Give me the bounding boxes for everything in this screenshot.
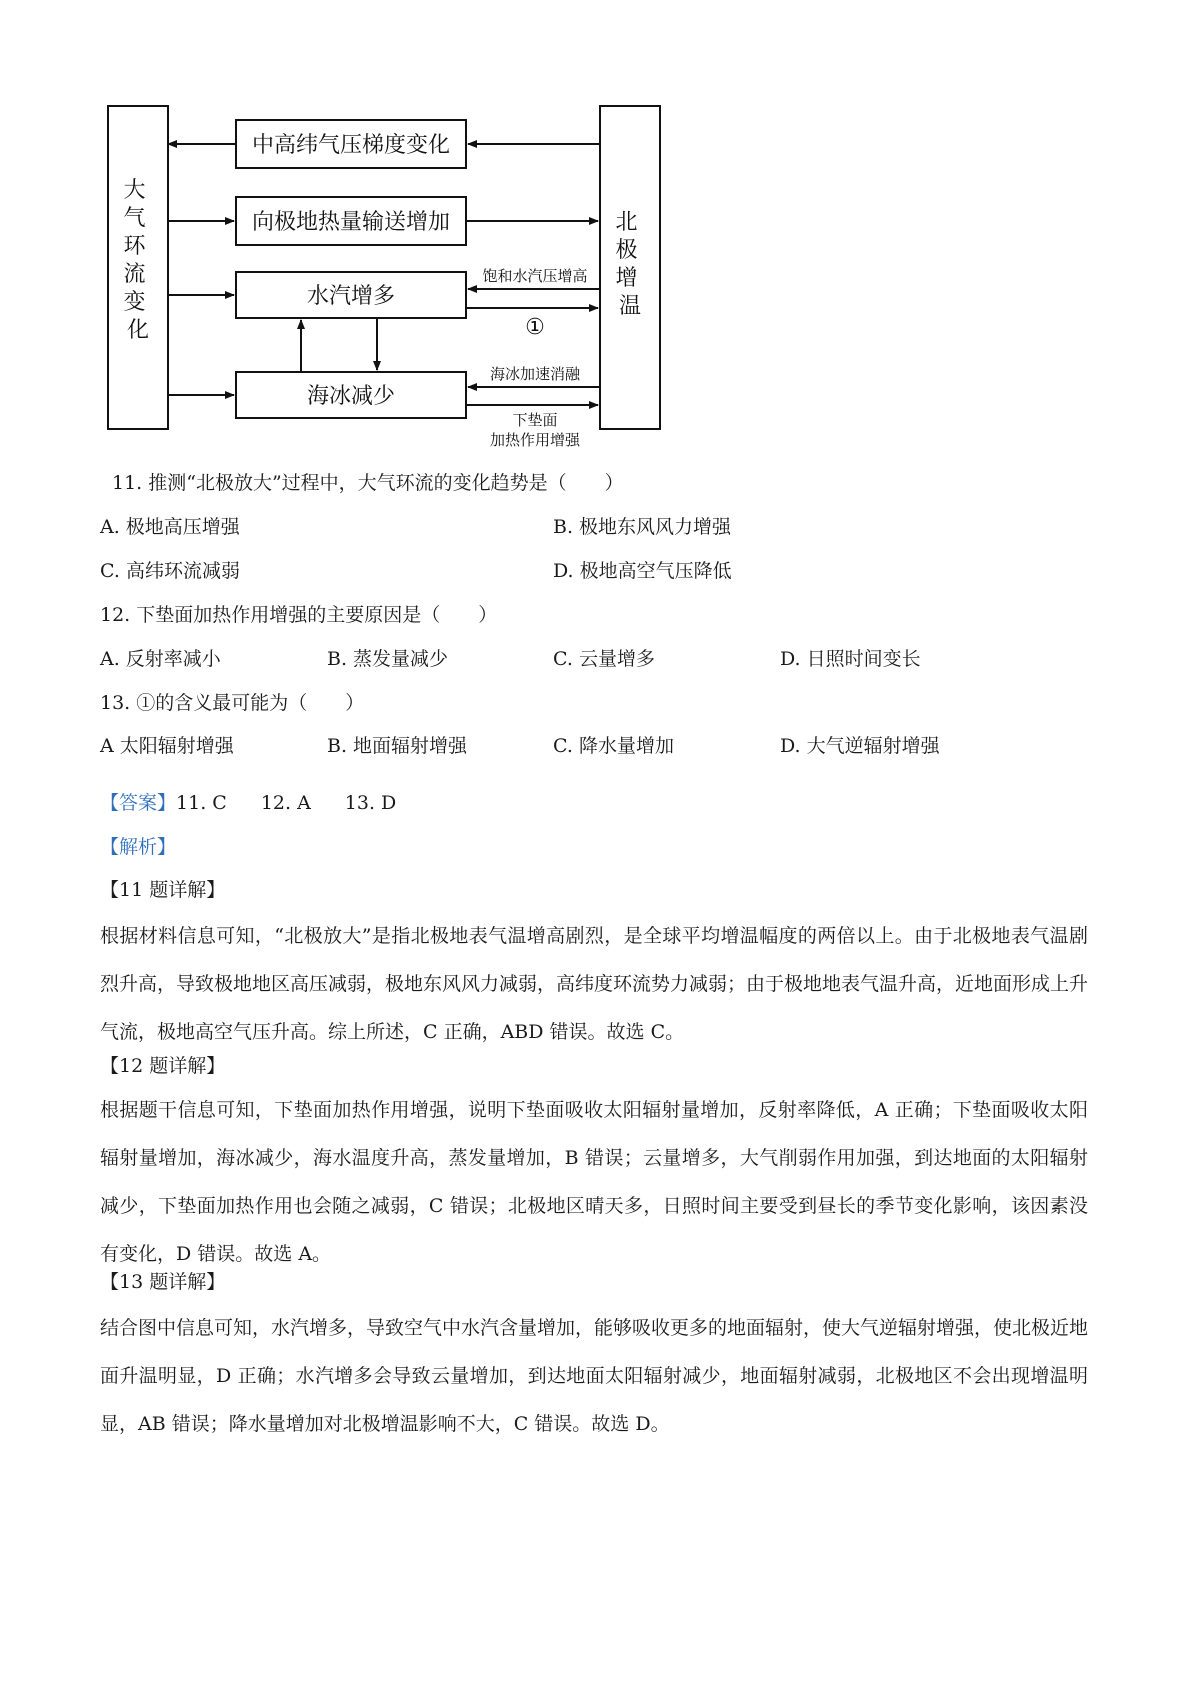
q11-option-d: D. 极地高空气压降低: [553, 560, 732, 582]
q12-option-c: C. 云量增多: [553, 648, 655, 670]
box2-label: 向极地热量输送增加: [251, 210, 451, 235]
detail-13-title: 【13 题详解】: [100, 1271, 226, 1293]
box4-label: 海冰减少: [306, 384, 396, 409]
arctic-amplification-diagram: [105, 100, 1065, 500]
q12-option-a: A. 反射率减小: [100, 648, 221, 670]
question-13-stem: 13. ①的含义最可能为（ ）: [100, 692, 365, 714]
q11-option-c: C. 高纬环流减弱: [100, 560, 240, 582]
detail-12-title: 【12 题详解】: [100, 1055, 226, 1077]
q13-option-d: D. 大气逆辐射增强: [780, 735, 940, 757]
box3-label: 水汽增多: [306, 284, 396, 309]
q13-option-a: A 太阳辐射增强: [100, 735, 234, 757]
detail-13-text: 结合图中信息可知，水汽增多，导致空气中水汽含量增加，能够吸收更多的地面辐射，使大气逆辐射增强，使北极近地面升温明显，D 正确；水汽增多会导致云量增加，到达地面太阳辐射减少，地面辐射减弱，北极地区不会出现增温明显，AB 错误；降水量增加对北极增温影响不大，C 错误。故选 D。: [100, 1317, 1089, 1435]
answer-label: 【答案】: [100, 792, 177, 814]
circle-one-label: ①: [525, 315, 545, 340]
box1-label: 中高纬气压梯度变化: [251, 133, 451, 158]
right-box-label: 北 极 增 温: [615, 210, 642, 319]
diagram-svg: [105, 100, 1065, 500]
answer-12: 12. A: [260, 792, 311, 814]
surface-label-line2: 加热作用增强: [489, 431, 581, 449]
saturation-label: 饱和水汽压增高: [482, 267, 588, 285]
q13-option-b: B. 地面辐射增强: [327, 735, 468, 757]
answer-line: [100, 790, 396, 816]
surface-label-line1: 下垫面: [512, 411, 558, 429]
q12-option-d: D. 日照时间变长: [780, 648, 921, 670]
analysis-label: 【解析】: [100, 836, 177, 858]
q11-option-b: B. 极地东风风力增强: [553, 516, 732, 538]
detail-11-text: 根据材料信息可知，“北极放大”是指北极地表气温增高剧烈，是全球平均增温幅度的两倍以上。由于北极地表气温剧烈升高，导致极地地区高压减弱，极地东风风力减弱，高纬度环流势力减弱；由于极地地表气温升高，近地面形成上升气流，极地高空气压升高。综上所述，C 正确，ABD 错误。故选 C。: [100, 925, 1089, 1043]
answer-11: 11. C: [176, 792, 227, 814]
detail-12-text: 根据题干信息可知，下垫面加热作用增强，说明下垫面吸收太阳辐射量增加，反射率降低，A 正确；下垫面吸收太阳辐射量增加，海冰减少，海水温度升高，蒸发量增加，B 错误；云量增多，大气削弱作用加强，到达地面的太阳辐射减少，下垫面加热作用也会随之减弱，C 错误；北极地区晴天多，日照时间主要受到昼长的季节变化影响，该因素没有变化，D 错误。故选 A。: [100, 1099, 1088, 1265]
q12-option-b: B. 蒸发量减少: [327, 648, 449, 670]
seaice-melting-label: 海冰加速消融: [489, 365, 581, 383]
left-box-label: 大 气 环 流 变 化: [123, 178, 150, 343]
q13-option-c: C. 降水量增加: [553, 735, 674, 757]
question-12-stem: 12. 下垫面加热作用增强的主要原因是（ ）: [100, 604, 498, 626]
question-11-stem: 11. 推测“北极放大”过程中，大气环流的变化趋势是（ ）: [112, 472, 624, 494]
answer-13: 13. D: [344, 792, 397, 814]
q11-option-a: A. 极地高压增强: [100, 516, 240, 538]
detail-11-title: 【11 题详解】: [100, 879, 226, 901]
